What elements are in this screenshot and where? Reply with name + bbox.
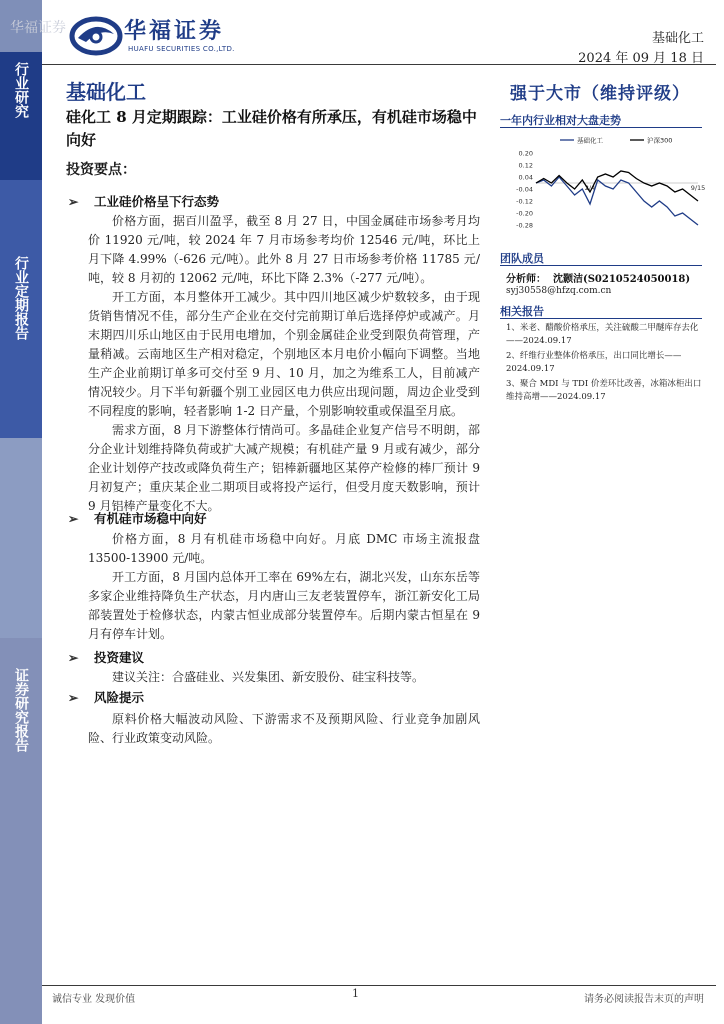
sidebar-mid-label: 行业定期报告 (13, 256, 29, 340)
section-paragraph: 价格方面，据百川盈孚，截至 8 月 27 日，中国金属硅市场参考月均价 11920 元/吨，较 2024 年 7 月市场参考均价 12546 元/吨，环比上月下降 4.99%（-626 元/吨）。此外 8 月 27 日市场参考价格 11785 元/吨，较 8 月初的 12062 元/吨，环比下降 2.3%（-277 元/吨）。 (88, 214, 480, 285)
related-report-item[interactable]: 2、纤维行业整体价格承压，出口同比增长——2024.09.17 (506, 351, 682, 374)
x-tick-label: 9/15 (690, 184, 706, 192)
y-tick-label: -0.28 (516, 221, 533, 230)
related-heading: 相关报告 (500, 305, 544, 318)
rating: 强于大市（维持评级） (510, 84, 690, 104)
footer-divider (42, 985, 716, 986)
y-tick-label: -0.04 (516, 185, 533, 194)
sidebar-top-label: 行业研究 (13, 62, 29, 118)
footer-slogan: 诚信专业 发现价值 (52, 994, 136, 1005)
y-tick-label: -0.20 (516, 209, 533, 218)
chart-title-underline (500, 127, 702, 128)
section-heading: ➢ 工业硅价格呈下行态势 (68, 194, 220, 209)
analyst-email[interactable]: syj30558@hfzq.com.cn (506, 286, 612, 296)
chart-section-title: 一年内行业相对大盘走势 (500, 114, 621, 127)
related-underline (500, 318, 702, 319)
header-category: 基础化工 (651, 31, 704, 46)
y-tick-label: 0.12 (518, 161, 533, 170)
related-report-item[interactable]: 3、聚合 MDI 与 TDI 价差环比改善，冰箱冰柜出口维持高增——2024.09.17 (506, 379, 702, 402)
section-heading: ➢ 风险提示 (68, 690, 145, 705)
arrow-icon: ➢ (68, 194, 79, 209)
huafu-logo-icon (70, 16, 122, 56)
arrow-icon: ➢ (68, 650, 79, 665)
watermark: 华福证券 (10, 20, 66, 36)
section-heading: ➢ 有机硅市场稳中向好 (68, 511, 207, 526)
team-heading: 团队成员 (500, 252, 544, 265)
y-tick-label: 0.04 (518, 173, 533, 182)
header-divider (42, 64, 716, 65)
relative-performance-chart (500, 134, 706, 234)
sidebar-low-block (0, 438, 42, 638)
analyst: 分析师： 沈颢洁(S0210524050018) (506, 274, 691, 285)
x-tick-label: 2/4 (584, 184, 596, 192)
legend-label: 沪深300 (647, 136, 673, 145)
legend-label: 基础化工 (577, 136, 603, 145)
industry-title: 基础化工 (66, 80, 146, 104)
footer-disclaimer: 请务必阅读报告末页的声明 (584, 994, 704, 1005)
header-date: 2024 年 09 月 18 日 (578, 51, 704, 66)
section-paragraph: 开工方面，本月整体开工减少。其中四川地区减少炉数较多，由于现货销售情况不佳，部分生产企业在交付完前期订单后选择停炉或减产。月末期四川乐山地区由于民用电增加，个别金属硅企业受到限负荷管理，产量稍减。云南地区生产相对稳定，个别地区本月电价小幅向下调整。当地生产企业前期订单多可交付至 9 月、10 月，加之为维系工人，目前减产情况较少。月下半旬新疆个别工业园区电力供应出现问题，周边企业受到不同程度的影响，轻者影响 1-2 日产量，个别影响较重或保温至月底。 (88, 290, 480, 418)
sidebar-bottom-label: 证券研究报告 (13, 668, 29, 752)
page-number: 1 (352, 987, 359, 1000)
team-underline (500, 265, 702, 266)
key-points-heading: 投资要点： (66, 162, 136, 178)
y-tick-label: 0.20 (518, 149, 533, 158)
section-paragraph: 价格方面，8 月有机硅市场稳中向好。月底 DMC 市场主流报盘 13500-13900 元/吨。 (88, 532, 480, 565)
section-paragraph: 开工方面，8 月国内总体开工率在 69%左右，湖北兴发，山东东岳等多家企业维持降负生产状态，月内唐山三友老装置停车，浙江新安化工局部装置处于检修状态，内蒙古恒业成部分装置停车。后期内蒙古恒星在 9 月有停车计划。 (88, 570, 480, 641)
arrow-icon: ➢ (68, 511, 79, 526)
left-sidebar (0, 0, 42, 1024)
company-name-cn: 华福证券 (124, 19, 225, 44)
section-paragraph: 需求方面，8 月下游整体行情尚可。多晶硅企业复产信号不明朗，部分企业计划维持降负荷或扩大减产规模；有机硅产量 9 月或有减少，部分企业计划停产技改或降负荷生产；铝棒新疆地区某停产检修的棒厂预计 9 月初复产；重庆某企业二期项目或将投产运行，但受月度天数影响，预计 9 月铝棒产量变化不大。 (88, 423, 480, 513)
y-tick-label: -0.12 (516, 197, 533, 206)
section-heading: ➢ 投资建议 (68, 650, 145, 665)
sidebar-top-block (0, 52, 42, 180)
section-paragraph: 原料价格大幅波动风险、下游需求不及预期风险、行业竞争加剧风险、行业政策变动风险。 (88, 712, 480, 745)
section-paragraph: 建议关注：合盛硅业、兴发集团、新安股份、硅宝科技等。 (112, 670, 425, 684)
arrow-icon: ➢ (68, 690, 79, 705)
report-title: 硅化工 8 月定期跟踪：工业硅价格有所承压，有机硅市场稳中向好 (66, 108, 477, 149)
sidebar-mid-block (0, 180, 42, 438)
company-name-en: HUAFU SECURITIES CO.,LTD. (128, 45, 235, 53)
related-report-item[interactable]: 1、米老、醋酸价格承压，关注硫酸二甲醚库存去化——2024.09.17 (506, 323, 699, 346)
sidebar-bottom-block (0, 638, 42, 1024)
